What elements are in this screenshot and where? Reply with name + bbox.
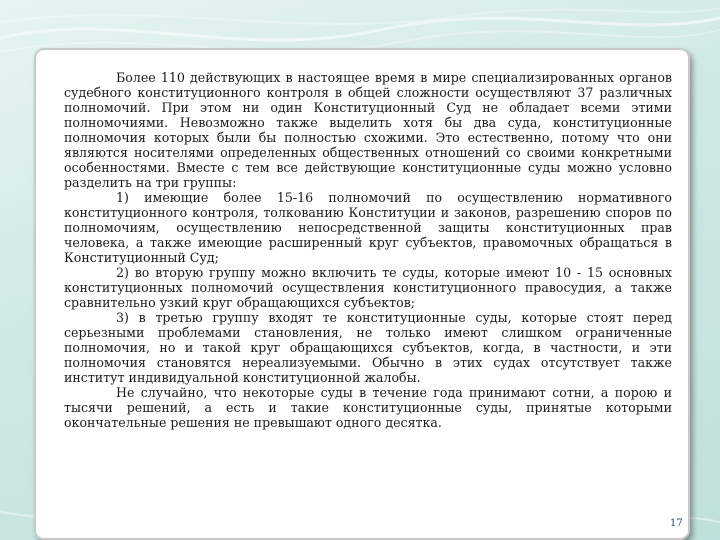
page-number: 17	[670, 518, 683, 529]
paragraph-group-1: 1) имеющие более 15-16 полномочий по осуществлению нормативного конституционного контроля, толкованию Конституции и законов, разрешению споров по полномочиям, осуществлению непосредственной защиты конституционных прав человека, а также имеющие расширенный круг субъектов, правомочных обращаться в Конституционный Суд;	[64, 190, 672, 265]
paragraph-intro: Более 110 действующих в настоящее время в мире специализированных органов судебного конституционного контроля в общей сложности осуществляют 37 различных полномочий. При этом ни один Конституционный Суд не обладает всеми этими полномочиями. Невозможно также выделить хотя бы два суда, конституционные полномочия которых были бы полностью схожими. Это естественно, потому что они являются носителями определенных общественных отношений со своими конкретными особенностями. Вместе с тем все действующие конституционные суды можно условно разделить на три группы:	[64, 70, 672, 190]
paragraph-group-3: 3) в третью группу входят те конституционные суды, которые стоят перед серьезными проблемами становления, не только имеют слишком ограниченные полномочия, но и такой круг обращающихся субъектов, когда, в частности, и эти полномочия становятся нереализуемыми. Обычно в этих судах отсутствует также институт индивидуальной конституционной жалобы.	[64, 310, 672, 385]
paragraph-conclusion: Не случайно, что некоторые суды в течение года принимают сотни, а порою и тысячи решений, а есть и такие конституционные суды, принятые которыми окончательные решения не превышают одного десятка.	[64, 385, 672, 430]
document-body	[64, 70, 672, 430]
paragraph-group-2: 2) во вторую группу можно включить те суды, которые имеют 10 - 15 основных конституционных полномочий осуществления конституционного правосудия, а также сравнительно узкий круг обращающихся субъектов;	[64, 265, 672, 310]
